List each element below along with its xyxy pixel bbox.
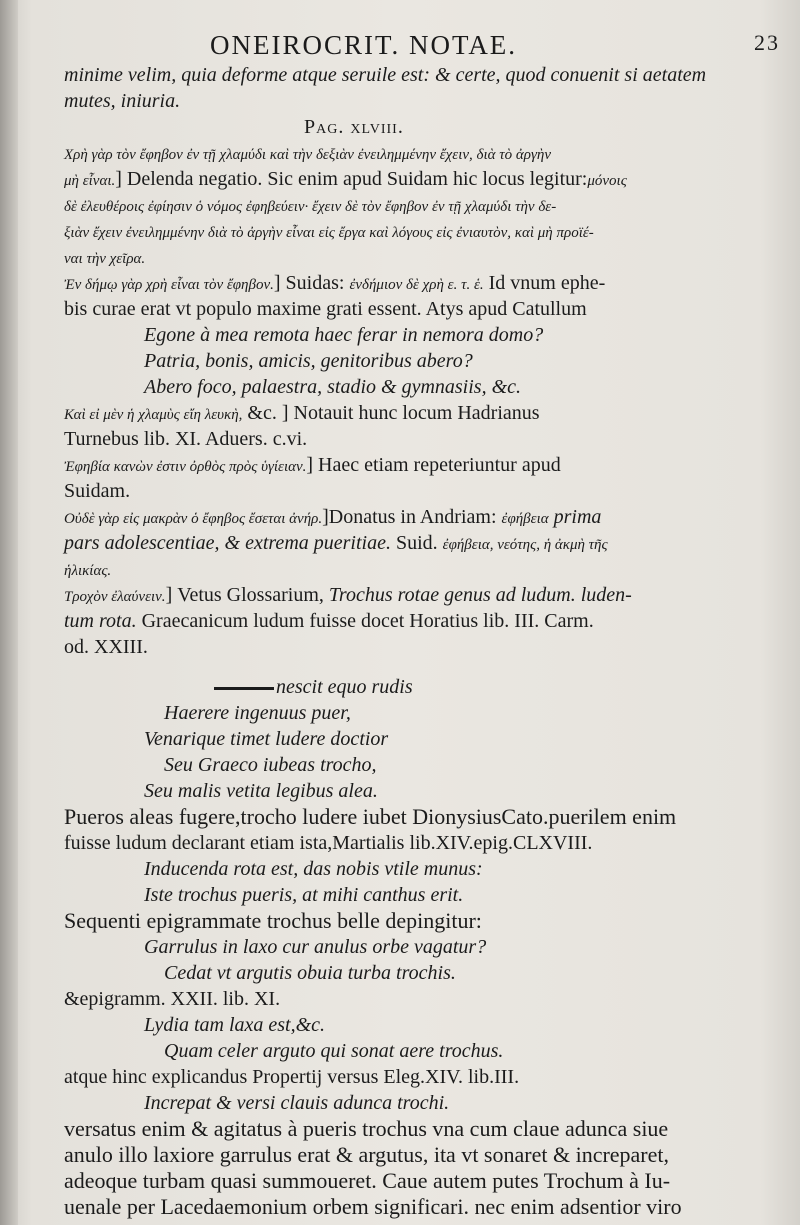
verse-line: Cedat vt argutis obuia turba trochis. [164,962,456,984]
note-text: prima [553,506,602,528]
greek-quote: μόνοις [587,173,627,189]
verse-line: Patria, bonis, amicis, genitoribus abero? [144,350,473,372]
verse-line: Haerere ingenuus puer, [164,702,351,724]
greek-lemma: Ἐν δήμῳ γὰρ χρὴ εἶναι τὸν ἔφηβον. [64,277,274,293]
text-line: uenale per Lacedaemonium orbem significari. nec enim adsentior viro [64,1194,682,1219]
verse-line: Seu malis vetita legibus alea. [144,780,378,802]
greek-lemma: Καὶ εἰ μὲν ἡ χλαμὺς εἴη λευκὴ, [64,407,243,423]
greek-lemma: μὴ εἶναι. [64,173,116,189]
greek-quote: ἐφήβεια, νεότης, ἡ ἀκμὴ τῆς [442,537,608,553]
note-text: Suid. [395,532,438,554]
verse-line: Garrulus in laxo cur anulus orbe vagatur? [144,936,487,958]
greek-quote: ξιὰν ἔχειν ἐνειλημμένην διὰ τὸ ἀργὴν εἶναι εἰς ἔργα καὶ λόγους εἰς ἐνιαυτὸν, καὶ μὴ προϊέ- [64,225,594,241]
text-line: anulo illo laxiore garrulus erat & argutus, ita vt sonaret & increparet, [64,1142,670,1167]
greek-quote: ἐνδήμιον δὲ χρὴ ε. τ. ἑ. [349,277,484,293]
greek-lemma: Χρὴ γὰρ τὸν ἔφηβον ἐν τῇ χλαμύδι καὶ τὴν δεξιὰν ἐνειλημμένην ἔχειν, διὰ τὸ ἀργὴν [64,147,551,163]
text-line: mutes, iniuria. [64,90,181,112]
verse-line: nescit equo rudis [276,676,413,698]
text-line: fuisse ludum declarant etiam ista,Martialis lib.XIV.epig.CLXVIII. [64,832,593,854]
greek-quote: δὲ ἐλευθέροις ἐφίησιν ὁ νόμος ἐφηβεύειν· ἔχειν δὲ τὸν ἔφηβον ἐν τῇ χλαμύδι τὴν δε- [64,199,557,215]
greek-lemma: Ἐφηβία κανὼν ἐστιν ὀρθὸς πρὸς ὑγίειαν. [64,459,307,475]
verse-line: Egone à mea remota haec ferar in nemora domo? [144,324,544,346]
text-line: Suidam. [64,480,131,502]
text-line: Pueros aleas fugere,trocho ludere iubet DionysiusCato.puerilem enim [64,804,677,829]
note-text: ] Delenda negatio. Sic enim apud Suidam hic locus legitur: [115,168,588,190]
text-line: bis curae erat vt populo maxime grati essent. Atys apud Catullum [64,298,587,320]
text-line: adeoque turbam quasi summoueret. Caue autem putes Trochum à Iu- [64,1168,671,1193]
section-heading: Pag. xlviii. [304,116,404,138]
running-title: ONEIROCRIT. NOTAE. [210,30,518,60]
text-line: atque hinc explicandus Propertij versus Eleg.XIV. lib.III. [64,1066,520,1088]
text-line: od. XXIII. [64,636,148,658]
greek-lemma: Τροχὸν ἐλαύνειν. [64,589,166,605]
text-line: minime velim, quia deforme atque seruile est: & certe, quod conuenit si aetatem [64,64,707,86]
verse-line: Venarique timet ludere doctior [144,728,389,750]
binding-gutter [0,0,18,1225]
note-text: Id vnum ephe- [488,272,606,294]
greek-quote: ἐφήβεια [501,511,549,527]
text-line: &epigramm. XXII. lib. XI. [64,988,281,1010]
note-text: ] Haec etiam repeteriuntur apud [306,454,561,476]
note-text: Graecanicum ludum fuisse docet Horatius lib. III. Carm. [141,610,594,632]
note-text: Trochus rotae genus ad ludum. luden- [328,584,632,606]
note-text: &c. ] Notauit hunc locum Hadrianus [247,402,540,424]
greek-quote: ἡλικίας. [64,563,112,579]
verse-line: Quam celer arguto qui sonat aere trochus. [164,1040,504,1062]
verse-dash [214,687,274,690]
verse-line: Abero foco, palaestra, stadio & gymnasiis, &c. [144,376,522,398]
text-line: Turnebus lib. XI. Aduers. c.vi. [64,428,308,450]
verse-line: Increpat & versi clauis adunca trochi. [144,1092,450,1114]
page-number: 23 [754,30,780,55]
text-line: Sequenti epigrammate trochus belle depingitur: [64,908,482,933]
verse-line: Lydia tam laxa est,&c. [144,1014,326,1036]
text-line: versatus enim & agitatus à pueris trochus vna cum claue adunca siue [64,1116,669,1141]
greek-quote: ναι τὴν χεῖρα. [64,251,146,267]
note-text: ] Suidas: [273,272,345,294]
note-text: ]Donatus in Andriam: [322,506,497,528]
verse-line: Inducenda rota est, das nobis vtile munus: [144,858,483,880]
greek-lemma: Οὐδὲ γὰρ εἰς μακρὰν ὁ ἔφηβος ἔσεται ἀνήρ. [64,511,323,527]
body-text [64,62,716,1220]
note-text: pars adolescentiae, & extrema pueritiae. [64,532,391,554]
verse-line: Seu Graeco iubeas trocho, [164,754,377,776]
verse-line: Iste trochus pueris, at mihi canthus erit. [144,884,464,906]
note-text: tum rota. [64,610,137,632]
note-text: ] Vetus Glossarium, [165,584,324,606]
